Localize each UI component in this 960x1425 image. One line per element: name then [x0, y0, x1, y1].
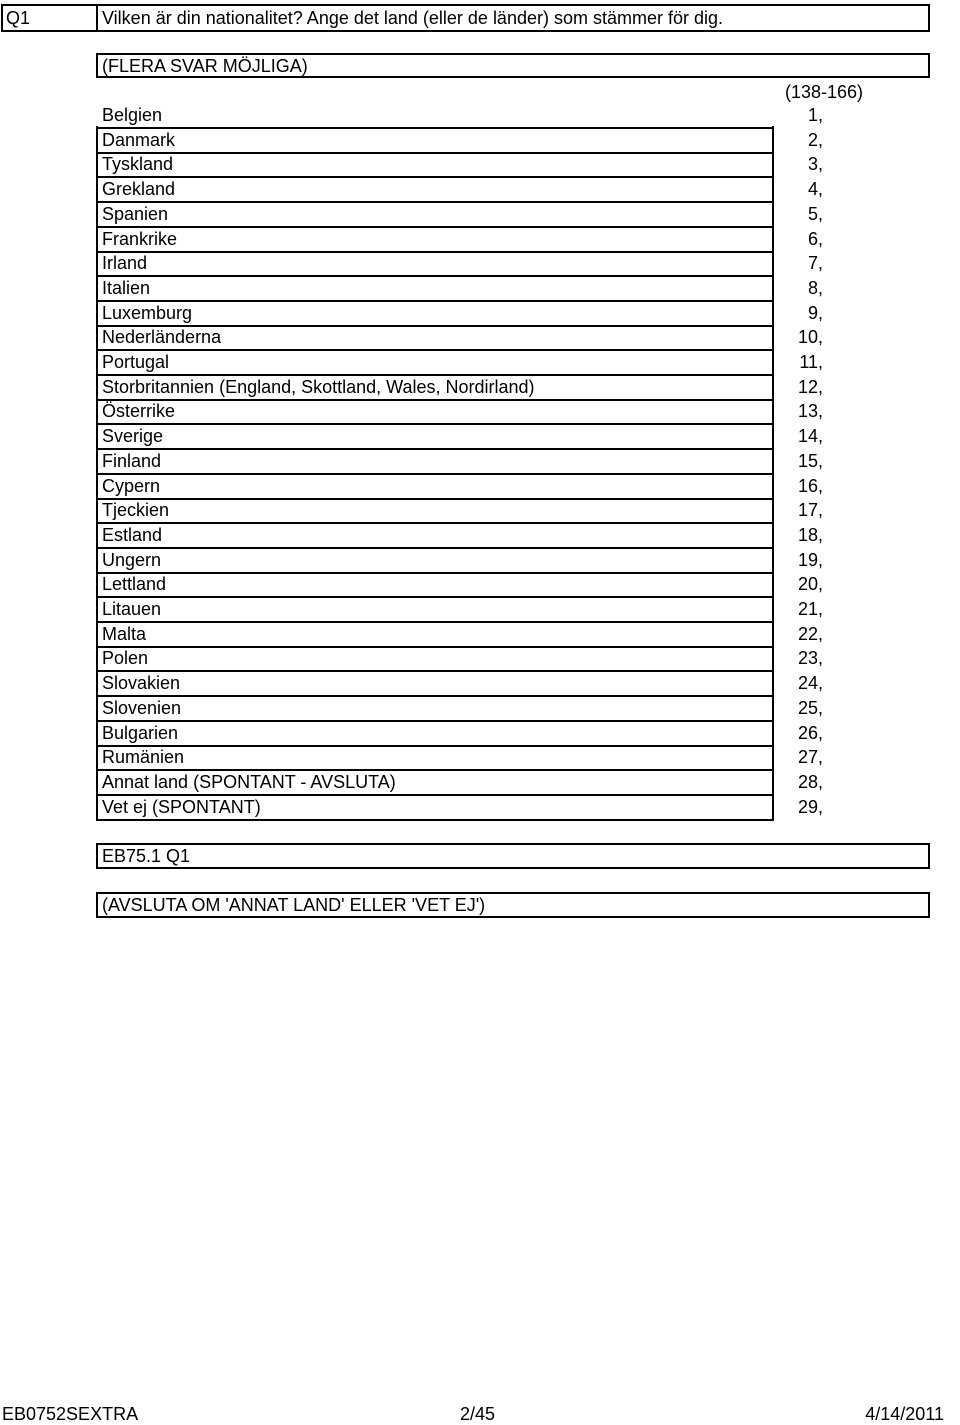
option-code: 12, [797, 376, 823, 397]
option-label: Tyskland [102, 154, 174, 175]
option-row [0, 796, 960, 821]
option-label: Ungern [102, 549, 162, 570]
option-row [0, 351, 960, 376]
option-code: 26, [797, 722, 823, 743]
option-code: 20, [797, 574, 823, 595]
option-row [0, 450, 960, 475]
option-code: 22, [797, 623, 823, 644]
option-code: 23, [797, 648, 823, 669]
option-label: Österrike [102, 401, 176, 422]
option-row [0, 499, 960, 524]
option-code: 14, [797, 426, 823, 447]
option-code: 6, [807, 228, 823, 249]
option-label: Frankrike [102, 228, 178, 249]
option-label: Grekland [102, 179, 176, 200]
option-code: 16, [797, 475, 823, 496]
option-label: Portugal [102, 352, 170, 372]
option-label: Danmark [102, 129, 176, 150]
option-row [0, 178, 960, 203]
column-range: (138-166) [784, 82, 863, 102]
option-row [0, 104, 960, 129]
option-row [0, 549, 960, 574]
question-number: Q1 [6, 8, 31, 28]
option-row [0, 203, 960, 228]
option-label: Slovenien [102, 697, 182, 718]
option-row [0, 771, 960, 796]
option-code: 25, [797, 697, 823, 718]
question-reference: EB75.1 Q1 [102, 846, 191, 866]
footer-date: 4/14/2011 [865, 1404, 944, 1424]
option-code: 4, [807, 179, 823, 200]
option-label: Irland [102, 253, 148, 274]
option-label: Italien [102, 277, 151, 298]
option-row [0, 647, 960, 672]
option-code: 28, [797, 771, 823, 792]
footer-document-id: EB0752SEXTRA [2, 1404, 139, 1424]
option-label: Lettland [102, 574, 167, 595]
option-row [0, 302, 960, 327]
option-row [0, 425, 960, 450]
option-underline [96, 819, 774, 821]
option-row [0, 277, 960, 302]
footer-page-number: 2/45 [460, 1404, 496, 1424]
option-label: Malta [102, 623, 147, 644]
option-code: 5, [807, 203, 823, 224]
option-label: Belgien [102, 105, 163, 125]
option-label: Nederländerna [102, 327, 222, 348]
option-code: 17, [797, 500, 823, 521]
option-row [0, 524, 960, 549]
option-code: 1, [807, 105, 823, 125]
option-label: Sverige [102, 426, 164, 447]
option-row [0, 228, 960, 253]
option-label: Storbritannien (England, Skottland, Wales, Nordirland) [102, 376, 535, 397]
option-label: Estland [102, 524, 163, 545]
option-code: 21, [797, 599, 823, 619]
option-label: Spanien [102, 203, 169, 224]
option-label: Vet ej (SPONTANT) [102, 796, 261, 817]
option-code: 7, [807, 253, 823, 274]
question-text: Vilken är din nationalitet? Ange det land (eller de länder) som stämmer för dig. [102, 8, 724, 28]
option-row [0, 252, 960, 277]
option-label: Rumänien [102, 747, 185, 768]
option-label: Polen [102, 648, 149, 669]
option-label: Litauen [102, 599, 162, 619]
option-code: 2, [807, 129, 823, 150]
option-row [0, 746, 960, 771]
option-code: 15, [797, 450, 823, 471]
option-code: 8, [807, 277, 823, 298]
option-row [0, 400, 960, 425]
option-code: 9, [807, 302, 823, 323]
option-row [0, 153, 960, 178]
option-row [0, 475, 960, 500]
option-code: 10, [797, 327, 823, 348]
option-row [0, 697, 960, 722]
option-label: Finland [102, 450, 162, 471]
routing-instruction: (AVSLUTA OM 'ANNAT LAND' ELLER 'VET EJ') [102, 895, 486, 915]
option-row [0, 326, 960, 351]
option-row [0, 722, 960, 747]
option-label: Bulgarien [102, 722, 179, 743]
reference-box [96, 843, 930, 869]
option-code: 29, [797, 796, 823, 817]
option-code: 19, [797, 549, 823, 570]
option-label: Tjeckien [102, 500, 170, 521]
option-row [0, 598, 960, 623]
option-label: Annat land (SPONTANT - AVSLUTA) [102, 771, 396, 792]
option-code: 13, [797, 401, 823, 422]
option-row [0, 623, 960, 648]
option-code: 24, [797, 673, 823, 694]
option-row [0, 573, 960, 598]
option-row [0, 376, 960, 401]
multiple-answers-note: (FLERA SVAR MÖJLIGA) [102, 56, 308, 76]
option-row [0, 672, 960, 697]
option-code: 11, [799, 352, 823, 372]
option-label: Luxemburg [102, 302, 193, 323]
option-code: 27, [797, 747, 823, 768]
option-label: Cypern [102, 475, 161, 496]
option-label: Slovakien [102, 673, 181, 694]
option-code: 18, [797, 524, 823, 545]
option-code: 3, [807, 154, 823, 175]
option-row [0, 129, 960, 154]
